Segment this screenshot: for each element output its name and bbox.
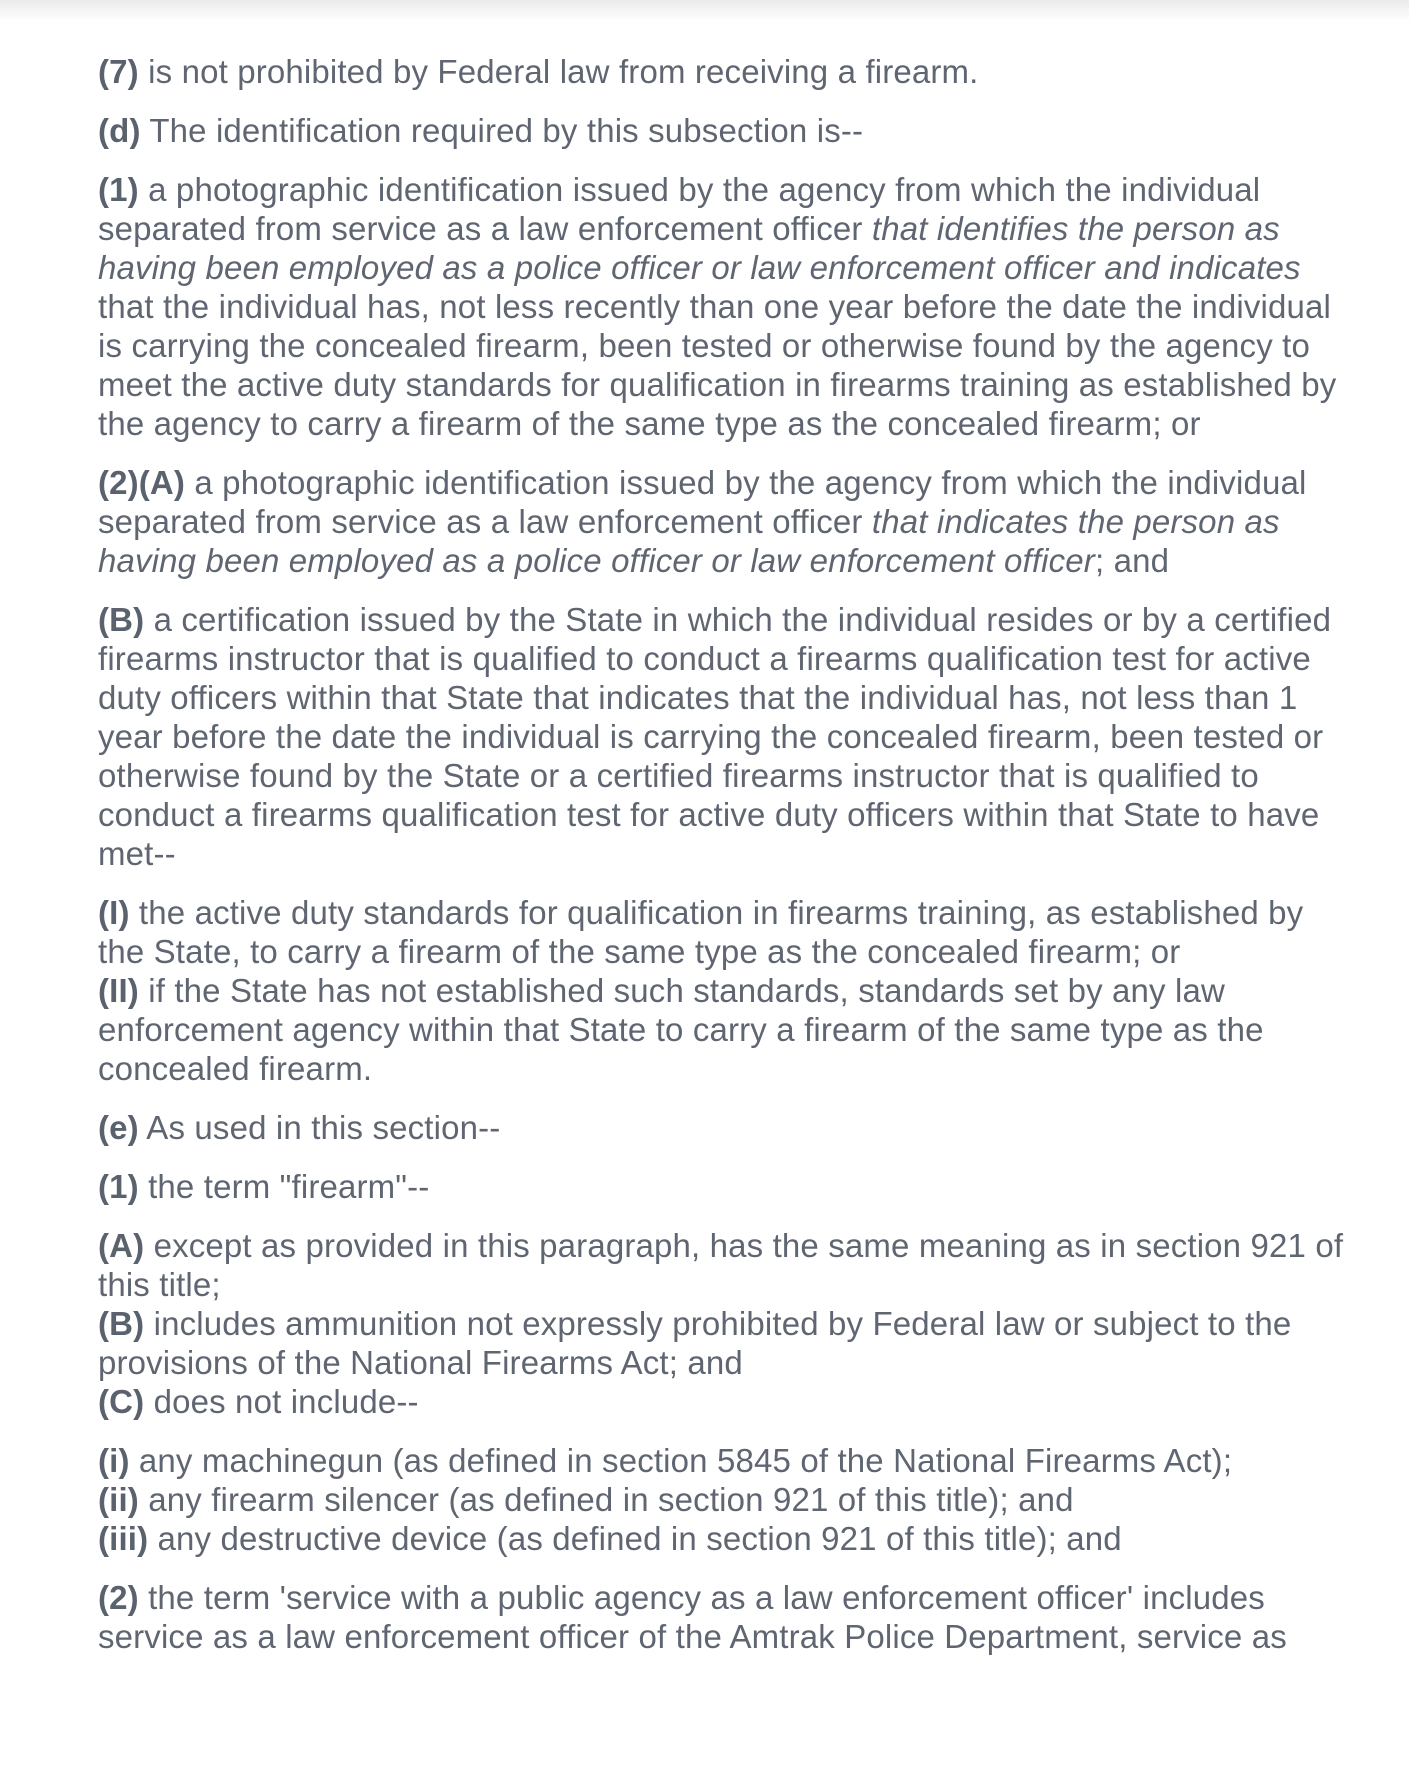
text-segment: any destructive device (as defined in section 921 of this title); and <box>148 1520 1122 1557</box>
clause-line <box>98 600 1348 873</box>
paragraph <box>98 1108 1348 1147</box>
clause-label: (2)(A) <box>98 464 186 501</box>
clause-line <box>98 111 1348 150</box>
top-edge-shadow <box>0 0 1409 22</box>
paragraph <box>98 1167 1348 1206</box>
clause-label: (1) <box>98 171 139 208</box>
clause-line <box>98 463 1348 580</box>
paragraph <box>98 600 1348 873</box>
paragraph <box>98 893 1348 1088</box>
text-segment: a photographic identification issued by the agency from which the individual separated from service as a law enforcement officer <box>98 464 1307 540</box>
clause-line <box>98 1304 1348 1382</box>
clause-line <box>98 971 1348 1088</box>
text-segment: that the individual has, not less recently than one year before the date the individual is carrying the concealed firearm, been tested or otherwise found by the agency to meet the active duty standards for qualification in firearms training as established by the agency to carry a firearm of the same type as the concealed firearm; or <box>98 288 1337 442</box>
clause-label: (B) <box>98 601 145 638</box>
italic-text-segment: that indicates the person as having been employed as a police officer or law enforcement officer <box>98 503 1280 579</box>
text-segment: does not include-- <box>144 1383 419 1420</box>
clause-label: (7) <box>98 53 139 90</box>
text-segment: As used in this section-- <box>138 1109 501 1146</box>
text-segment: the term "firearm"-- <box>138 1168 430 1205</box>
clause-line <box>98 1108 1348 1147</box>
text-segment: except as provided in this paragraph, has the same meaning as in section 921 of this title; <box>98 1227 1344 1303</box>
clause-label: (2) <box>98 1579 139 1616</box>
paragraph <box>98 1441 1348 1558</box>
text-segment: is not prohibited by Federal law from receiving a firearm. <box>138 53 979 90</box>
clause-line <box>98 893 1348 971</box>
clause-label: (II) <box>98 972 139 1009</box>
text-segment: if the State has not established such standards, standards set by any law enforcement agency within that State to carry a firearm of the same type as the concealed firearm. <box>98 972 1264 1087</box>
italic-text-segment: that identifies the person as having been employed as a police officer or law enforcement officer and indicates <box>98 210 1301 286</box>
paragraph <box>98 1226 1348 1421</box>
clause-label: (I) <box>98 894 130 931</box>
clause-label: (B) <box>98 1305 145 1342</box>
paragraph <box>98 170 1348 443</box>
clause-label: (e) <box>98 1109 139 1146</box>
clause-line <box>98 1480 1348 1519</box>
paragraph <box>98 52 1348 91</box>
clause-label: (i) <box>98 1442 130 1479</box>
clause-label: (A) <box>98 1227 145 1264</box>
statute-text <box>98 52 1348 1676</box>
text-segment: the active duty standards for qualification in firearms training, as established by the State, to carry a firearm of the same type as the concealed firearm; or <box>98 894 1304 970</box>
clause-label: (iii) <box>98 1520 149 1557</box>
clause-label: (1) <box>98 1168 139 1205</box>
text-segment: any firearm silencer (as defined in section 921 of this title); and <box>138 1481 1074 1518</box>
clause-line <box>98 1578 1348 1656</box>
clause-label: (C) <box>98 1383 145 1420</box>
clause-line <box>98 1226 1348 1304</box>
text-segment: a photographic identification issued by the agency from which the individual separated from service as a law enforcement officer <box>98 171 1261 247</box>
clause-line <box>98 170 1348 443</box>
clause-line <box>98 1441 1348 1480</box>
text-segment: the term 'service with a public agency as a law enforcement officer' includes service as a law enforcement officer of the Amtrak Police Department, service as <box>98 1579 1287 1655</box>
paragraph <box>98 1578 1348 1656</box>
clause-label: (ii) <box>98 1481 139 1518</box>
clause-line <box>98 52 1348 91</box>
clause-line <box>98 1519 1348 1558</box>
clause-label: (d) <box>98 112 141 149</box>
text-segment: a certification issued by the State in which the individual resides or by a certified firearms instructor that is qualified to conduct a firearms qualification test for active duty officers within that State that indicates that the individual has, not less than 1 year before the date the individual is carrying the concealed firearm, been tested or otherwise found by the State or a certified firearms instructor that is qualified to conduct a firearms qualification test for active duty officers within that State to have met-- <box>98 601 1332 872</box>
text-segment: ; and <box>1094 542 1170 579</box>
clause-line <box>98 1167 1348 1206</box>
clause-line <box>98 1382 1348 1421</box>
paragraph <box>98 111 1348 150</box>
text-segment: The identification required by this subsection is-- <box>140 112 864 149</box>
text-segment: any machinegun (as defined in section 5845 of the National Firearms Act); <box>129 1442 1233 1479</box>
paragraph <box>98 463 1348 580</box>
text-segment: includes ammunition not expressly prohibited by Federal law or subject to the provisions of the National Firearms Act; and <box>98 1305 1292 1381</box>
